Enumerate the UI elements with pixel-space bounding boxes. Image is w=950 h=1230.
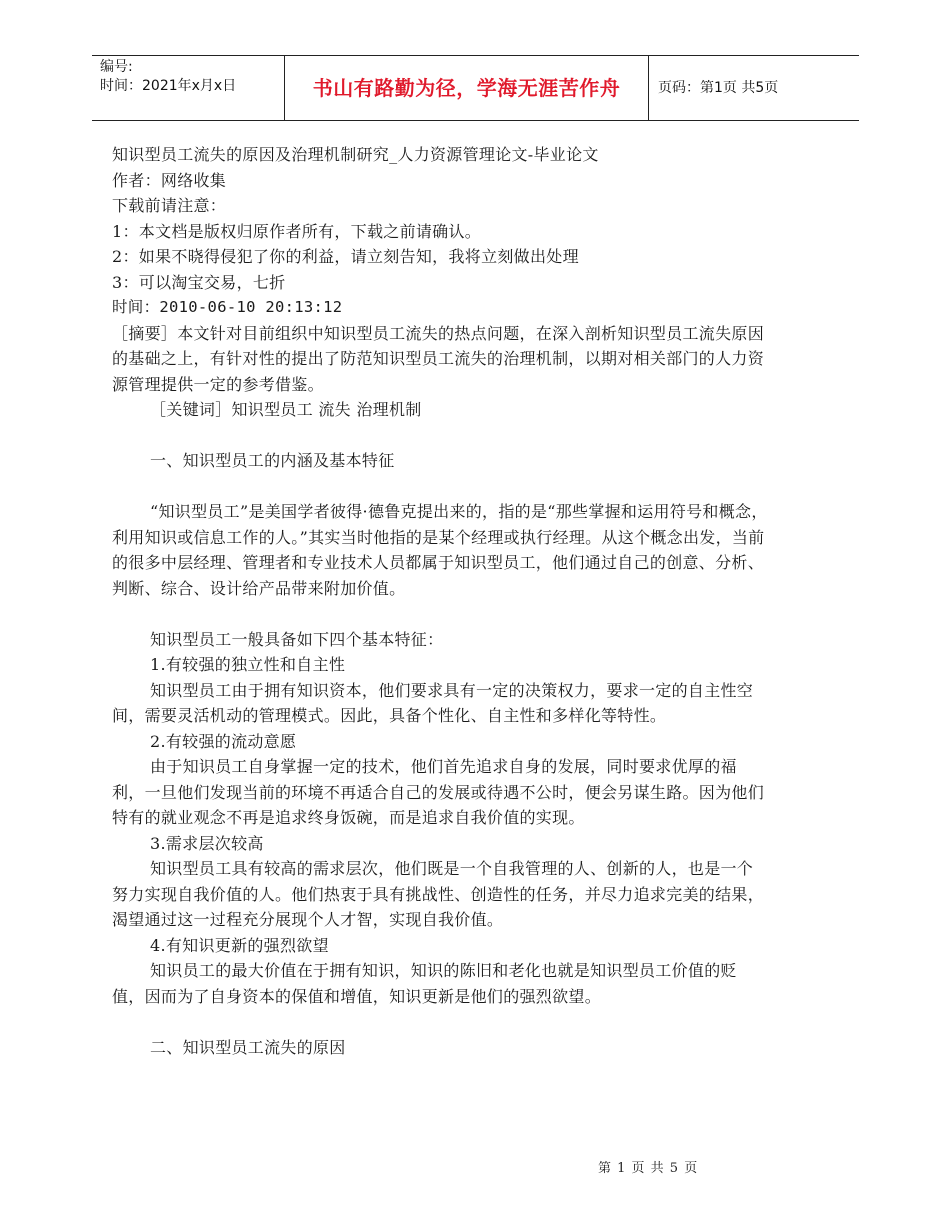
keywords-line: ［关键词］知识型员工 流失 治理机制 bbox=[150, 400, 422, 419]
header-divider-right bbox=[648, 56, 649, 120]
page-footer: 第 1 页 共 5 页 bbox=[598, 1161, 699, 1176]
feature-text: 由于知识员工自身掌握一定的技术，他们首先追求自身的发展，同时要求优厚的福利，一旦他们发现当前的环境不再适合自己的发展或待遇不公时，便会另谋生路。因为他们特有的就业观念不再是追求终身饭碗，而是追求自我价值的实现。 bbox=[112, 757, 765, 827]
header-motto: 书山有路勤为径，学海无涯苦作舟 bbox=[312, 76, 621, 100]
document-title: 知识型员工流失的原因及治理机制研究_人力资源管理论文-毕业论文 bbox=[112, 145, 599, 164]
spacer bbox=[112, 423, 768, 449]
features-intro: 知识型员工一般具备如下四个基本特征： bbox=[150, 629, 444, 649]
feature-text: 知识型员工由于拥有知识资本，他们要求具有一定的决策权力，要求一定的自主性空间，需要灵活机动的管理模式。因此，具备个性化、自主性和多样化等特性。 bbox=[112, 680, 754, 725]
feature-heading: 4.有知识更新的强烈欲望 bbox=[150, 935, 329, 955]
feature-text: 知识型员工具有较高的需求层次，他们既是一个自我管理的人、创新的人，也是一个努力实现自我价值的人。他们热衷于具有挑战性、创造性的任务，并尽力追求完美的结果，渴望通过这一过程充分展现个人才智，实现自我价值。 bbox=[112, 859, 765, 929]
header-left-cell bbox=[100, 58, 278, 96]
header-page-info: 页码：第1页 共5页 bbox=[658, 80, 779, 96]
serial-label: 编号: bbox=[100, 59, 133, 75]
feature-heading: 2.有较强的流动意愿 bbox=[150, 731, 297, 751]
author-line: 作者：网络收集 bbox=[112, 170, 227, 190]
time-label: 时间：2021年x月x日 bbox=[100, 78, 237, 94]
abstract-paragraph: ［摘要］本文针对目前组织中知识型员工流失的热点问题，在深入剖析知识型员工流失原因的基础之上，有针对性的提出了防范知识型员工流失的治理机制，以期对相关部门的人力资源管理提供一定的参考借鉴。 bbox=[112, 323, 765, 394]
notice-item: 3：可以淘宝交易，七折 bbox=[112, 272, 286, 292]
notice-item: 2：如果不晓得侵犯了你的利益，请立刻告知，我将立刻做出处理 bbox=[112, 247, 579, 266]
spacer bbox=[112, 601, 768, 627]
timestamp-line: 时间：2010-06-10 20:13:12 bbox=[112, 298, 343, 316]
section-heading: 二、知识型员工流失的原因 bbox=[150, 1037, 346, 1057]
feature-heading: 3.需求层次较高 bbox=[150, 833, 264, 853]
notice-heading: 下载前请注意： bbox=[112, 196, 227, 215]
body-paragraph: “知识型员工”是美国学者彼得·德鲁克提出来的，指的是“那些掌握和运用符号和概念，利用知识或信息工作的人。”其实当时他指的是某个经理或执行经理。从这个概念出发，当前的很多中层经理、管理者和专业技术人员都属于知识型员工，他们通过自己的创意、分析、判断、综合、设计给产品带来附加价值。 bbox=[112, 502, 768, 598]
notice-item: 1：本文档是版权归原作者所有，下载之前请确认。 bbox=[112, 221, 482, 241]
document-body bbox=[112, 142, 768, 1060]
spacer bbox=[112, 474, 768, 500]
feature-heading: 1.有较强的独立性和自主性 bbox=[150, 655, 346, 674]
page-header bbox=[92, 55, 859, 121]
section-heading: 一、知识型员工的内涵及基本特征 bbox=[150, 451, 395, 470]
feature-text: 知识员工的最大价值在于拥有知识，知识的陈旧和老化也就是知识型员工价值的贬值，因而为了自身资本的保值和增值，知识更新是他们的强烈欲望。 bbox=[112, 961, 737, 1006]
spacer bbox=[112, 1009, 768, 1035]
